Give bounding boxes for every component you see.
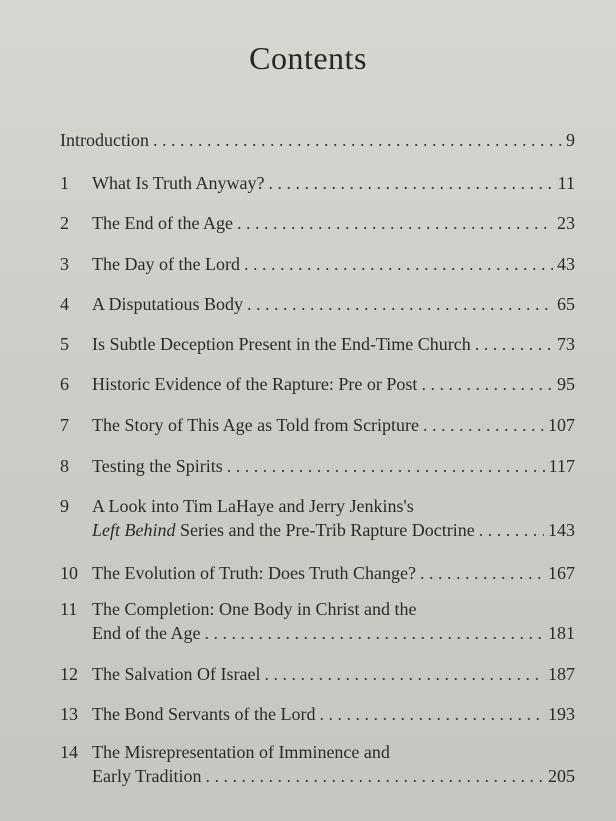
entry-title-line-2: End of the Age (92, 623, 201, 643)
entry-title: A Disputatious Body (92, 294, 244, 314)
toc-entry-chapter-13 (60, 702, 575, 726)
leader-dots (244, 252, 553, 276)
leader-dots (206, 764, 544, 788)
entry-page: 167 (548, 563, 575, 583)
entry-title-line-2 (92, 518, 475, 542)
leader-dots (247, 292, 553, 316)
entry-page: 181 (548, 623, 575, 643)
leader-dots (479, 518, 544, 542)
leader-dots (227, 454, 545, 478)
entry-title: The Story of This Age as Told from Scripture (92, 415, 420, 435)
entry-page: 11 (557, 173, 575, 193)
toc-entry-chapter-12 (60, 662, 575, 686)
toc-entry-chapter-6 (60, 372, 575, 396)
entry-title: Historic Evidence of the Rapture: Pre or Post (92, 374, 418, 394)
toc-entry-introduction (60, 128, 575, 152)
leader-dots (153, 128, 562, 152)
entry-title-line-1: The Misrepresentation of Imminence and (92, 742, 390, 762)
entry-page: 107 (548, 415, 575, 435)
entry-title-line-1: The Completion: One Body in Christ and the (92, 599, 417, 619)
leader-dots (421, 372, 553, 396)
chapter-number: 11 (60, 599, 78, 619)
entry-page: 205 (548, 766, 575, 786)
entry-title-line-2: Early Tradition (92, 766, 202, 786)
toc-entry-chapter-11 (60, 597, 575, 645)
toc-entry-chapter-9 (60, 494, 575, 542)
chapter-number: 3 (60, 254, 69, 274)
leader-dots (204, 621, 544, 645)
chapter-number: 7 (60, 415, 69, 435)
chapter-number: 8 (60, 456, 69, 476)
leader-dots (264, 662, 544, 686)
toc-entry-chapter-10 (60, 561, 575, 585)
entry-title: Is Subtle Deception Present in the End-Time Church (92, 334, 471, 354)
entry-title: The Bond Servants of the Lord (92, 704, 316, 724)
chapter-number: 12 (60, 664, 78, 684)
entry-title: The Day of the Lord (92, 254, 240, 274)
toc-entry-chapter-5 (60, 332, 575, 356)
chapter-number: 9 (60, 496, 69, 516)
entry-page: 117 (548, 456, 575, 476)
entry-page: 73 (557, 334, 575, 354)
entry-page: 43 (557, 254, 575, 274)
entry-page: 23 (557, 213, 575, 233)
chapter-number: 13 (60, 704, 78, 724)
leader-dots (420, 561, 544, 585)
toc-entry-chapter-7 (60, 413, 575, 437)
chapter-number: 6 (60, 374, 69, 394)
leader-dots (237, 211, 553, 235)
entry-page: 9 (566, 130, 575, 150)
entry-title: The End of the Age (92, 213, 233, 233)
chapter-number: 2 (60, 213, 69, 233)
entry-title: Introduction (60, 130, 149, 150)
toc-entry-chapter-4 (60, 292, 575, 316)
leader-dots (423, 413, 544, 437)
chapter-number: 10 (60, 563, 78, 583)
entry-title: What Is Truth Anyway? (92, 173, 265, 193)
book-title-italic: Left Behind (92, 520, 176, 540)
toc-entry-chapter-2 (60, 211, 575, 235)
entry-title: The Evolution of Truth: Does Truth Change? (92, 563, 417, 583)
toc-entry-chapter-14 (60, 740, 575, 788)
entry-page: 143 (548, 520, 575, 540)
entry-title-line-1: A Look into Tim LaHaye and Jerry Jenkins's (92, 496, 414, 516)
chapter-number: 4 (60, 294, 69, 314)
page-title: Contents (249, 40, 367, 76)
entry-page: 95 (557, 374, 575, 394)
entry-title-rest: Series and the Pre-Trib Rapture Doctrine (175, 520, 475, 540)
chapter-number: 14 (60, 742, 78, 762)
toc-entry-chapter-3 (60, 252, 575, 276)
entry-page: 193 (548, 704, 575, 724)
leader-dots (319, 702, 544, 726)
toc-entry-chapter-8 (60, 454, 575, 478)
toc-entry-chapter-1 (60, 171, 575, 195)
entry-page: 187 (548, 664, 575, 684)
chapter-number: 5 (60, 334, 69, 354)
entry-title: The Salvation Of Israel (92, 664, 261, 684)
chapter-number: 1 (60, 173, 69, 193)
entry-page: 65 (557, 294, 575, 314)
leader-dots (475, 332, 553, 356)
entry-title: Testing the Spirits (92, 456, 223, 476)
leader-dots (269, 171, 554, 195)
